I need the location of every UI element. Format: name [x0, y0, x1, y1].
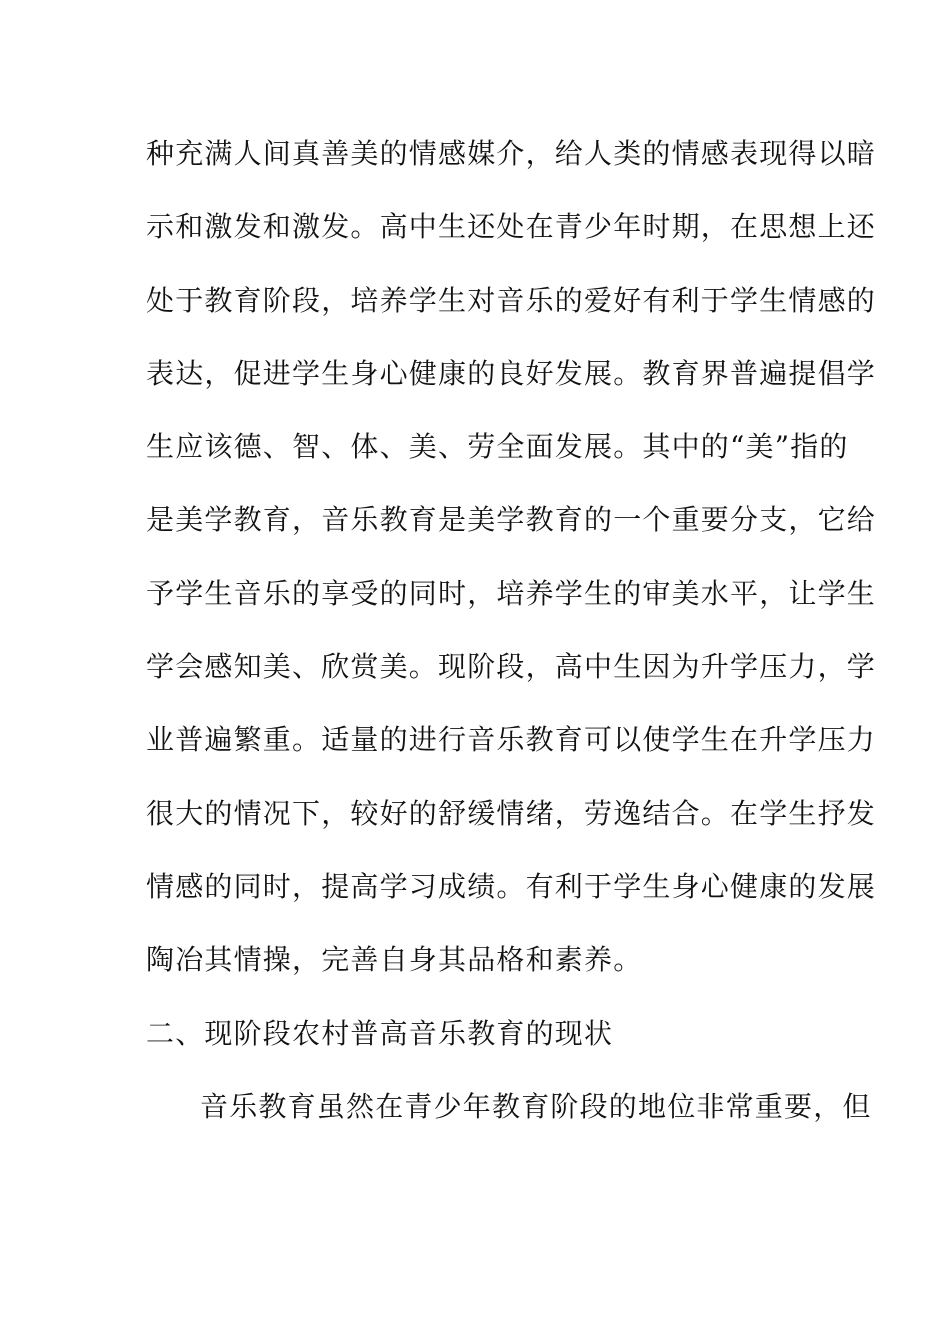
paragraph-line-11: 情感的同时，提高学习成绩。有利于学生身心健康的发展 [146, 869, 877, 903]
paragraph-line-12: 陶冶其情操，完善自身其品格和素养。 [146, 943, 643, 977]
body-text [146, 126, 877, 1152]
paragraph-line-5: 生应该德、智、体、美、劳全面发展。其中的“美”指的 [146, 430, 849, 464]
paragraph-line-7: 予学生音乐的享受的同时，培养学生的审美水平，让学生 [146, 576, 877, 610]
section-heading: 二、现阶段农村普高音乐教育的现状 [146, 1016, 614, 1050]
paragraph-line-4: 表达，促进学生身心健康的良好发展。教育界普遍提倡学 [146, 356, 877, 390]
paragraph-line-8: 学会感知美、欣赏美。现阶段，高中生因为升学压力，学 [146, 650, 877, 684]
paragraph-line-1: 种充满人间真善美的情感媒介，给人类的情感表现得以暗 [146, 137, 877, 170]
next-paragraph-line-1: 音乐教育虽然在青少年教育阶段的地位非常重要，但 [200, 1089, 872, 1123]
paragraph-line-2: 示和激发和激发。高中生还处在青少年时期，在思想上还 [146, 210, 877, 244]
paragraph-line-10: 很大的情况下，较好的舒缓情绪，劳逸结合。在学生抒发 [146, 796, 877, 830]
paragraph-line-6: 是美学教育，音乐教育是美学教育的一个重要分支，它给 [146, 503, 877, 537]
paragraph-line-9: 业普遍繁重。适量的进行音乐教育可以使学生在升学压力 [146, 723, 877, 757]
paragraph-line-3: 处于教育阶段，培养学生对音乐的爱好有利于学生情感的 [146, 283, 877, 317]
